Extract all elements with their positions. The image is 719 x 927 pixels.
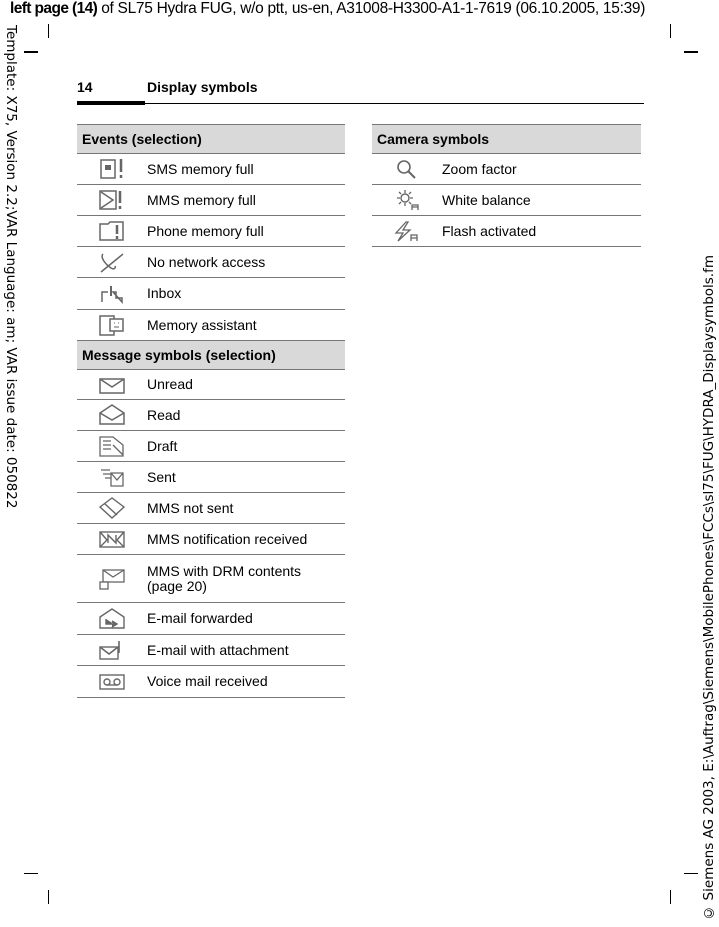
voicemail-icon — [77, 670, 147, 694]
symbol-label: Sent — [147, 468, 176, 485]
unread-icon — [77, 373, 147, 397]
page-title: Display symbols — [147, 79, 258, 95]
draft-icon — [77, 434, 147, 458]
header-rule — [77, 103, 644, 104]
symbol-label: MMS memory full — [147, 191, 256, 208]
copyright-path: © Siemens AG 2003, E:\Auftrag\Siemens\MobilePhones\FCCs\sl75\FUG\HYDRA_Displaysymbols.fm — [701, 255, 717, 921]
zoom-icon — [372, 157, 442, 181]
inbox-icon — [77, 282, 147, 306]
symbol-label: Flash activated — [442, 222, 537, 239]
symbol-label: Voice mail received — [147, 673, 268, 689]
table-row — [77, 666, 345, 698]
table-row — [372, 154, 641, 185]
table-row — [77, 278, 345, 310]
table-row — [77, 555, 345, 603]
symbol-label: Inbox — [147, 285, 182, 301]
table-row — [77, 370, 345, 400]
table-row — [77, 524, 345, 555]
symbol-label: MMS notification received — [147, 530, 308, 547]
email-attachment-icon — [77, 638, 147, 662]
crop-mark — [684, 51, 698, 53]
symbol-label: Phone memory full — [147, 222, 264, 239]
table-row — [372, 216, 641, 247]
no-network-icon — [77, 250, 147, 274]
mms-drm-icon — [77, 567, 147, 591]
table-row — [77, 603, 345, 635]
page-number: 14 — [77, 79, 93, 95]
symbol-label: No network access — [147, 253, 266, 270]
symbol-label: Memory assistant — [147, 316, 257, 333]
mms-notification-icon — [77, 527, 147, 551]
table-row — [77, 431, 345, 462]
crop-mark — [24, 873, 38, 874]
camera-symbols-table — [372, 124, 641, 247]
white-balance-icon — [372, 188, 442, 212]
table-section-heading: Message symbols (selection) — [77, 341, 345, 370]
crop-mark — [684, 873, 698, 874]
crop-mark — [24, 51, 38, 53]
symbol-label: E-mail forwarded — [147, 610, 253, 626]
running-header-page: left page (14) — [10, 0, 98, 17]
symbol-label: MMS not sent — [147, 499, 234, 516]
symbol-label: E-mail with attachment — [147, 641, 289, 658]
symbol-label: White balance — [442, 191, 531, 208]
table-section-heading: Camera symbols — [372, 125, 641, 154]
mms-memory-full-icon — [77, 188, 147, 212]
running-header-info: of SL75 Hydra FUG, w/o ptt, us-en, A31008-H3300-A1-1-7619 (06.10.2005, 15:39) — [97, 0, 646, 17]
symbols-table-left — [77, 124, 345, 698]
template-info: Template: X75, Version 2.2;VAR Language: am; VAR issue date: 050822 — [3, 25, 19, 509]
memory-assistant-icon — [77, 313, 147, 337]
symbol-label: Read — [147, 406, 181, 423]
email-forwarded-icon — [77, 607, 147, 631]
read-icon — [77, 403, 147, 427]
crop-mark — [48, 890, 49, 904]
symbol-label: Draft — [147, 437, 178, 454]
phone-memory-full-icon — [77, 219, 147, 243]
crop-mark — [670, 24, 671, 38]
crop-mark — [670, 890, 671, 904]
running-header — [10, 0, 645, 18]
table-row — [77, 247, 345, 278]
table-section-heading: Events (selection) — [77, 125, 345, 154]
sms-memory-full-icon — [77, 157, 147, 181]
crop-mark — [48, 24, 49, 38]
table-row — [77, 310, 345, 341]
flash-icon — [372, 219, 442, 243]
table-row — [77, 154, 345, 185]
symbol-label: MMS with DRM contents (page 20) — [147, 562, 302, 594]
table-row — [372, 185, 641, 216]
mms-not-sent-icon — [77, 496, 147, 520]
table-row — [77, 216, 345, 247]
symbol-label: SMS memory full — [147, 160, 254, 177]
table-row — [77, 462, 345, 493]
symbol-label: Zoom factor — [442, 160, 517, 177]
symbol-label: Unread — [147, 376, 193, 392]
table-row — [77, 493, 345, 524]
sent-icon — [77, 465, 147, 489]
table-row — [77, 185, 345, 216]
table-row — [77, 635, 345, 666]
table-row — [77, 400, 345, 431]
